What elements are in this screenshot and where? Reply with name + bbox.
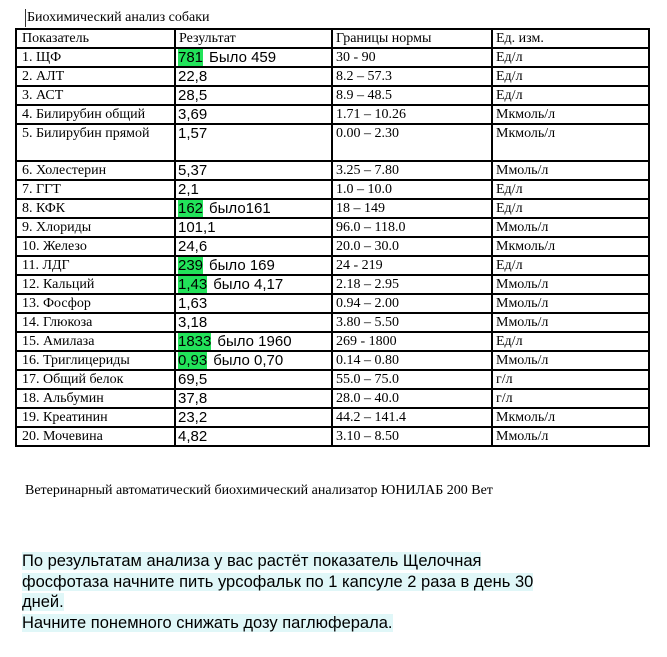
indicator-name: 10. Железо (16, 237, 175, 256)
result-value: 37,8 (178, 390, 208, 407)
normal-range: 8.9 – 48.5 (332, 86, 492, 105)
result-value: 1833 (178, 333, 212, 350)
table-row (16, 105, 649, 124)
result-value: 0,93 (178, 352, 208, 369)
indicator-name: 4. Билирубин общий (16, 105, 175, 124)
normal-range: 96.0 – 118.0 (332, 218, 492, 237)
result-cell (175, 427, 332, 446)
indicator-name: 12. Кальций (16, 275, 175, 294)
indicator-name: 3. АСТ (16, 86, 175, 105)
unit: Ед/л (492, 180, 649, 199)
recommendation-note (22, 551, 662, 633)
normal-range: 1.0 – 10.0 (332, 180, 492, 199)
result-value: 781 (178, 49, 204, 66)
result-cell (175, 199, 332, 218)
normal-range: 8.2 – 57.3 (332, 67, 492, 86)
table-row (16, 370, 649, 389)
unit: Ед/л (492, 86, 649, 105)
table-row (16, 161, 649, 180)
unit: Ед/л (492, 332, 649, 351)
normal-range: 18 – 149 (332, 199, 492, 218)
table-row (16, 256, 649, 275)
indicator-name: 9. Хлориды (16, 218, 175, 237)
unit: Ммоль/л (492, 427, 649, 446)
result-value: 1,63 (178, 295, 208, 312)
document-title: Биохимический анализ собаки (27, 10, 210, 25)
result-cell (175, 370, 332, 389)
normal-range: 0.00 – 2.30 (332, 124, 492, 161)
result-cell (175, 48, 332, 67)
previous-value: было 4,17 (213, 276, 284, 293)
normal-range: 30 - 90 (332, 48, 492, 67)
unit: Мкмоль/л (492, 408, 649, 427)
result-cell (175, 124, 332, 161)
indicator-name: 2. АЛТ (16, 67, 175, 86)
result-cell (175, 105, 332, 124)
unit: Мкмоль/л (492, 124, 649, 161)
header-indicator: Показатель (16, 29, 175, 48)
table-row (16, 351, 649, 370)
normal-range: 1.71 – 10.26 (332, 105, 492, 124)
table-row (16, 275, 649, 294)
table-row (16, 86, 649, 105)
indicator-name: 5. Билирубин прямой (16, 124, 175, 161)
indicator-name: 15. Амилаза (16, 332, 175, 351)
unit: Ед/л (492, 48, 649, 67)
previous-value: было 0,70 (213, 352, 284, 369)
unit: Мкмоль/л (492, 237, 649, 256)
result-value: 162 (178, 200, 204, 217)
result-cell (175, 67, 332, 86)
result-cell (175, 332, 332, 351)
note-line: Начните понемного снижать дозу паглюферала. (22, 613, 393, 632)
result-cell (175, 408, 332, 427)
unit: Ммоль/л (492, 313, 649, 332)
unit: Ммоль/л (492, 161, 649, 180)
table-row (16, 218, 649, 237)
normal-range: 0.94 – 2.00 (332, 294, 492, 313)
previous-value: Было 459 (209, 49, 277, 66)
normal-range: 55.0 – 75.0 (332, 370, 492, 389)
result-value: 3,69 (178, 106, 208, 123)
result-cell (175, 218, 332, 237)
result-value: 2,1 (178, 181, 199, 198)
previous-value: было 1960 (217, 333, 292, 350)
result-cell (175, 237, 332, 256)
result-value: 4,82 (178, 428, 208, 445)
normal-range: 2.18 – 2.95 (332, 275, 492, 294)
result-value: 23,2 (178, 409, 208, 426)
normal-range: 269 - 1800 (332, 332, 492, 351)
result-cell (175, 86, 332, 105)
result-cell (175, 161, 332, 180)
table-row (16, 332, 649, 351)
result-value: 69,5 (178, 371, 208, 388)
unit: г/л (492, 370, 649, 389)
indicator-name: 13. Фосфор (16, 294, 175, 313)
unit: Ед/л (492, 67, 649, 86)
result-cell (175, 389, 332, 408)
indicator-name: 7. ГГТ (16, 180, 175, 199)
results-table (15, 28, 650, 447)
unit: Мкмоль/л (492, 105, 649, 124)
previous-value: было161 (209, 200, 271, 217)
result-cell (175, 294, 332, 313)
normal-range: 28.0 – 40.0 (332, 389, 492, 408)
header-result: Результат (175, 29, 332, 48)
table-row (16, 124, 649, 161)
indicator-name: 1. ЩФ (16, 48, 175, 67)
normal-range: 20.0 – 30.0 (332, 237, 492, 256)
analyzer-caption: Ветеринарный автоматический биохимический анализатор ЮНИЛАБ 200 Вет (25, 483, 493, 498)
unit: г/л (492, 389, 649, 408)
indicator-name: 8. КФК (16, 199, 175, 218)
result-value: 1,43 (178, 276, 208, 293)
unit: Ед/л (492, 256, 649, 275)
result-value: 22,8 (178, 68, 208, 85)
table-row (16, 48, 649, 67)
indicator-name: 6. Холестерин (16, 161, 175, 180)
table-row (16, 389, 649, 408)
unit: Ммоль/л (492, 218, 649, 237)
table-row (16, 313, 649, 332)
unit: Ед/л (492, 199, 649, 218)
normal-range: 24 - 219 (332, 256, 492, 275)
result-value: 239 (178, 257, 204, 274)
normal-range: 3.25 – 7.80 (332, 161, 492, 180)
header-range: Границы нормы (332, 29, 492, 48)
result-cell (175, 275, 332, 294)
table-row (16, 408, 649, 427)
previous-value: было 169 (209, 257, 275, 274)
unit: Ммоль/л (492, 294, 649, 313)
normal-range: 3.10 – 8.50 (332, 427, 492, 446)
header-unit: Ед. изм. (492, 29, 649, 48)
result-cell (175, 180, 332, 199)
indicator-name: 11. ЛДГ (16, 256, 175, 275)
normal-range: 44.2 – 141.4 (332, 408, 492, 427)
result-cell (175, 351, 332, 370)
table-row (16, 294, 649, 313)
indicator-name: 18. Альбумин (16, 389, 175, 408)
table-row (16, 199, 649, 218)
result-cell (175, 313, 332, 332)
indicator-name: 17. Общий белок (16, 370, 175, 389)
table-row (16, 180, 649, 199)
indicator-name: 19. Креатинин (16, 408, 175, 427)
result-cell (175, 256, 332, 275)
normal-range: 0.14 – 0.80 (332, 351, 492, 370)
note-line: дней. (22, 593, 64, 611)
result-value: 5,37 (178, 162, 208, 179)
result-value: 24,6 (178, 238, 208, 255)
note-line: фосфотаза начните пить урсофальк по 1 капсуле 2 раза в день 30 (22, 572, 534, 591)
indicator-name: 14. Глюкоза (16, 313, 175, 332)
indicator-name: 20. Мочевина (16, 427, 175, 446)
normal-range: 3.80 – 5.50 (332, 313, 492, 332)
result-value: 101,1 (178, 219, 216, 236)
table-header-row (16, 29, 649, 48)
unit: Ммоль/л (492, 351, 649, 370)
result-value: 1,57 (178, 125, 208, 142)
table-row (16, 237, 649, 256)
result-value: 3,18 (178, 314, 208, 331)
unit: Ммоль/л (492, 275, 649, 294)
note-line: По результатам анализа у вас растёт показатель Щелочная (22, 552, 482, 570)
table-row (16, 67, 649, 86)
table-row (16, 427, 649, 446)
indicator-name: 16. Триглицериды (16, 351, 175, 370)
result-value: 28,5 (178, 87, 208, 104)
